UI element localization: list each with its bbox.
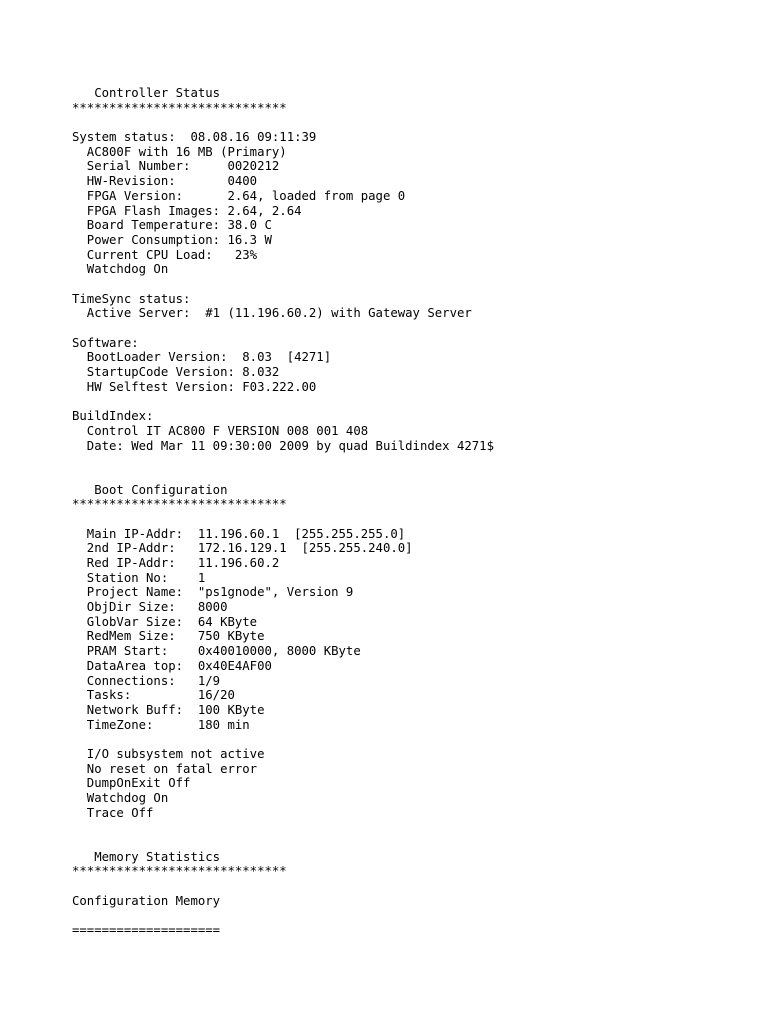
boot-flag-line: DumpOnExit Off bbox=[72, 776, 191, 791]
buildindex-header: BuildIndex: bbox=[72, 409, 154, 424]
system-detail-line: Watchdog On bbox=[72, 262, 169, 277]
software-line: HW Selftest Version: F03.222.00 bbox=[72, 379, 317, 394]
spacer bbox=[72, 115, 752, 130]
boot-config-line: Connections: 1/9 bbox=[72, 673, 221, 688]
spacer bbox=[72, 512, 752, 527]
section-title-controller-status: Controller Status bbox=[72, 86, 221, 100]
buildindex-line: Control IT AC800 F VERSION 008 001 408 bbox=[72, 423, 369, 438]
config-memory-header: Configuration Memory bbox=[72, 893, 221, 908]
software-header: Software: bbox=[72, 335, 139, 350]
software-line: BootLoader Version: 8.03 [4271] bbox=[72, 350, 332, 365]
boot-flag-line: I/O subsystem not active bbox=[72, 746, 265, 761]
spacer bbox=[72, 453, 752, 468]
system-detail-line: Serial Number: 0020212 bbox=[72, 159, 280, 174]
boot-config-line: TimeZone: 180 min bbox=[72, 717, 250, 732]
spacer bbox=[72, 732, 752, 747]
boot-config-line: RedMem Size: 750 KByte bbox=[72, 629, 265, 644]
boot-config-line: DataArea top: 0x40E4AF00 bbox=[72, 658, 272, 673]
spacer bbox=[72, 820, 752, 835]
spacer bbox=[72, 468, 752, 483]
boot-config-line: GlobVar Size: 64 KByte bbox=[72, 614, 258, 629]
section-rule: ***************************** bbox=[72, 864, 287, 879]
config-memory-rule: ==================== bbox=[72, 923, 221, 938]
buildindex-line: Date: Wed Mar 11 09:30:00 2009 by quad Buildindex 4271$ bbox=[72, 438, 494, 453]
section-title-boot-configuration: Boot Configuration bbox=[72, 482, 228, 497]
spacer bbox=[72, 321, 752, 336]
boot-config-line: Tasks: 16/20 bbox=[72, 688, 235, 703]
system-detail-line: Power Consumption: 16.3 W bbox=[72, 232, 272, 247]
status-report bbox=[72, 86, 752, 938]
boot-config-line: Station No: 1 bbox=[72, 570, 206, 585]
software-line: StartupCode Version: 8.032 bbox=[72, 365, 280, 380]
system-detail-line: Current CPU Load: 23% bbox=[72, 247, 258, 262]
system-status-line: System status: 08.08.16 09:11:39 bbox=[72, 130, 317, 145]
boot-config-line: PRAM Start: 0x40010000, 8000 KByte bbox=[72, 644, 361, 659]
system-detail-line: FPGA Flash Images: 2.64, 2.64 bbox=[72, 203, 302, 218]
section-title-memory-statistics: Memory Statistics bbox=[72, 849, 221, 864]
boot-flag-line: Trace Off bbox=[72, 805, 154, 820]
timesync-line: Active Server: #1 (11.196.60.2) with Gateway Server bbox=[72, 306, 472, 321]
section-rule: ***************************** bbox=[72, 100, 287, 115]
boot-config-line: ObjDir Size: 8000 bbox=[72, 600, 228, 615]
spacer bbox=[72, 879, 752, 894]
timesync-header: TimeSync status: bbox=[72, 291, 191, 306]
boot-config-line: Project Name: "ps1gnode", Version 9 bbox=[72, 585, 354, 600]
boot-config-line: 2nd IP-Addr: 172.16.129.1 [255.255.240.0] bbox=[72, 541, 413, 556]
system-detail-line: Board Temperature: 38.0 C bbox=[72, 218, 272, 233]
spacer bbox=[72, 277, 752, 292]
system-detail-line: FPGA Version: 2.64, loaded from page 0 bbox=[72, 188, 406, 203]
boot-config-line: Red IP-Addr: 11.196.60.2 bbox=[72, 556, 280, 570]
spacer bbox=[72, 835, 752, 850]
system-detail-line: HW-Revision: 0400 bbox=[72, 174, 258, 189]
boot-config-line: Main IP-Addr: 11.196.60.1 [255.255.255.0] bbox=[72, 526, 406, 541]
boot-config-line: Network Buff: 100 KByte bbox=[72, 702, 265, 717]
system-detail-line: AC800F with 16 MB (Primary) bbox=[72, 144, 287, 159]
spacer bbox=[72, 394, 752, 409]
boot-flag-line: No reset on fatal error bbox=[72, 761, 258, 776]
boot-flag-line: Watchdog On bbox=[72, 791, 169, 805]
spacer bbox=[72, 909, 752, 924]
section-rule: ***************************** bbox=[72, 497, 287, 512]
